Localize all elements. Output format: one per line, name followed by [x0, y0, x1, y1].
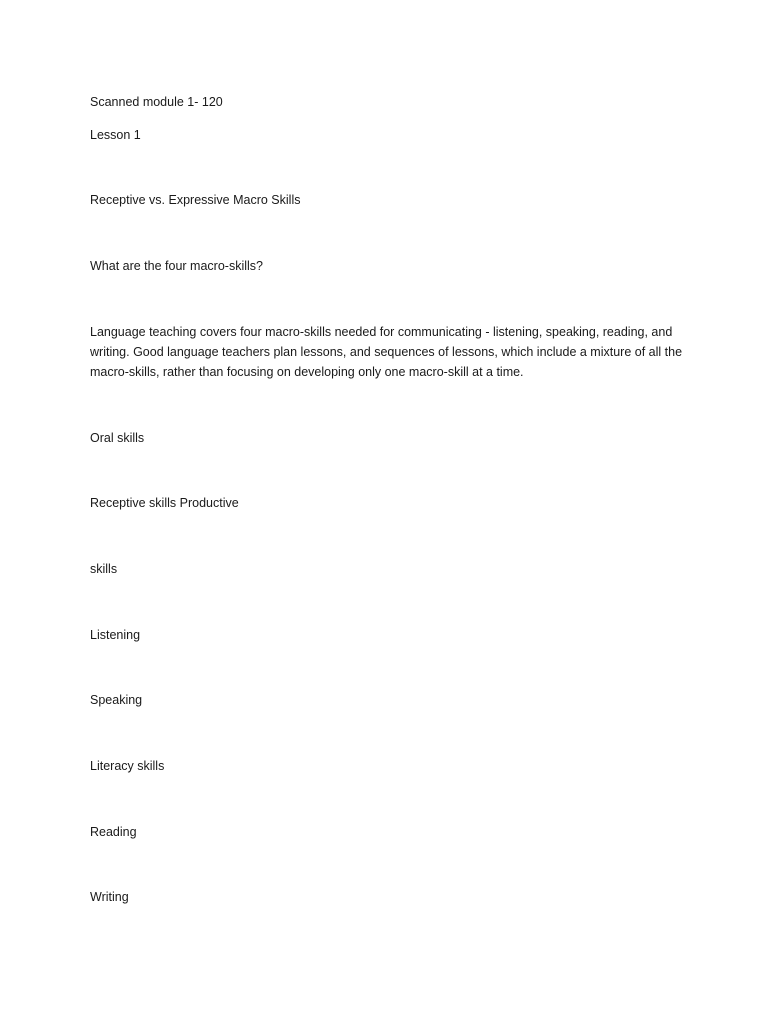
list-item: Reading	[90, 825, 137, 839]
body-paragraph: Language teaching covers four macro-skills needed for communicating - listening, speaking, reading, and writing. Good language teachers plan lessons, and sequences of lessons, which include a mixture of all the macro-skills, rather than focusing on developing only one macro-skill at a time.	[90, 325, 683, 379]
list-item: skills	[90, 562, 118, 576]
document-header: Scanned module 1- 120	[90, 95, 223, 109]
list-item: Listening	[90, 628, 141, 642]
list-item: Oral skills	[90, 431, 145, 445]
list-item: Literacy skills	[90, 759, 165, 773]
list-item: Writing	[90, 890, 129, 904]
lesson-label: Lesson 1	[90, 128, 141, 142]
question-heading: What are the four macro-skills?	[90, 259, 263, 273]
lesson-title: Receptive vs. Expressive Macro Skills	[90, 193, 301, 207]
list-item: Receptive skills Productive	[90, 496, 239, 510]
list-item: Speaking	[90, 693, 143, 707]
